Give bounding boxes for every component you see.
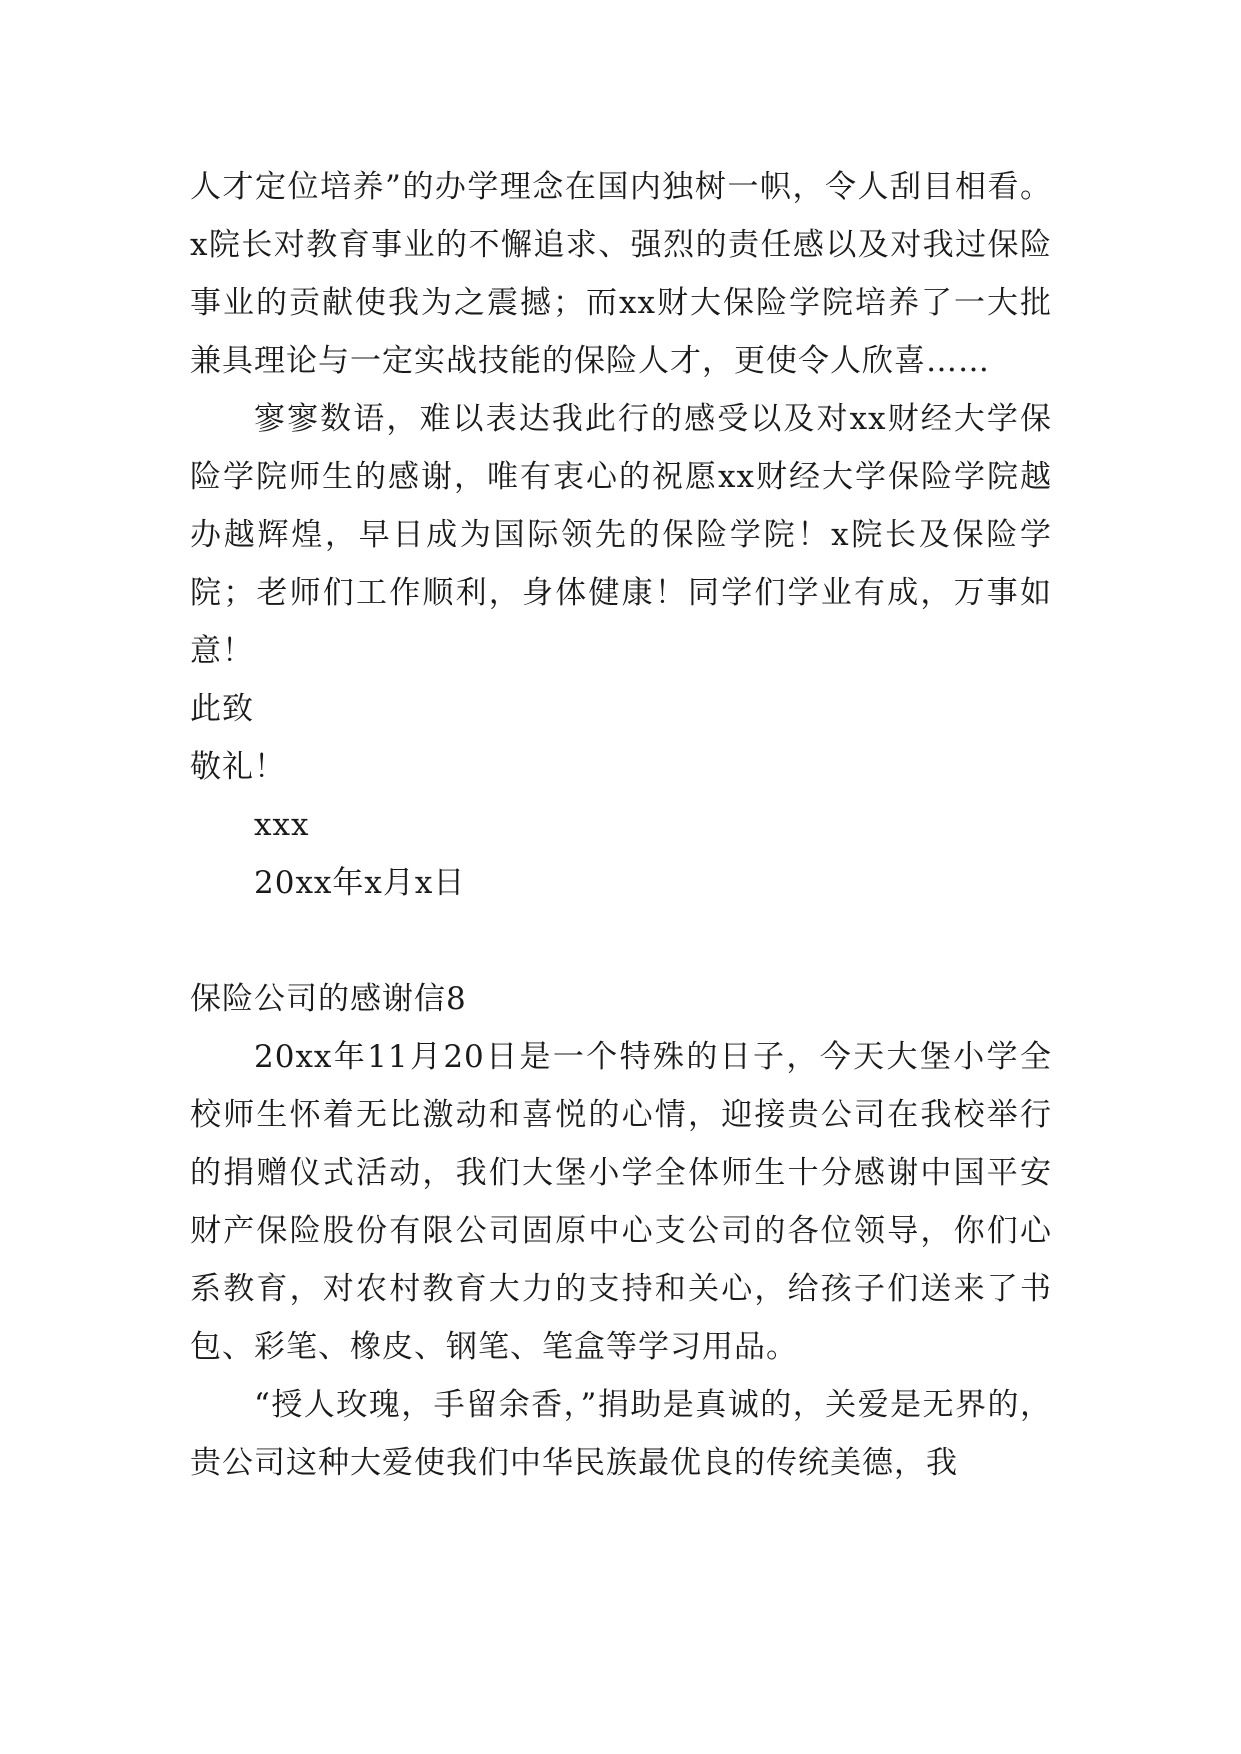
paragraph-1: 人才定位培养”的办学理念在国内独树一帜，令人刮目相看。x院长对教育事业的不懈追求、强烈的责任感以及对我过保险事业的贡献使我为之震撼；而xx财大保险学院培养了一大批兼具理论与一定实战技能的保险人才，更使令人欣喜…… (190, 169, 1052, 379)
section-gap (190, 912, 1052, 970)
paragraph-3: 20xx年11月20日是一个特殊的日子，今天大堡小学全校师生怀着无比激动和喜悦的心情，迎接贵公司在我校举行的捐赠仪式活动，我们大堡小学全体师生十分感谢中国平安财产保险股份有限公司固原中心支公司的各位领导，你们心系教育，对农村教育大力的支持和关心，给孩子们送来了书包、彩笔、橡皮、钢笔、笔盒等学习用品。 (190, 1039, 1052, 1365)
paragraph-2: 寥寥数语，难以表达我此行的感受以及对xx财经大学保险学院师生的感谢，唯有衷心的祝愿xx财经大学保险学院越办越辉煌，早日成为国际领先的保险学院！x院长及保险学院；老师们工作顺利，身体健康！同学们学业有成，万事如意！ (190, 401, 1052, 669)
section-title: 保险公司的感谢信8 (190, 981, 467, 1017)
letter-date: 20xx年x月x日 (254, 865, 466, 901)
paragraph-4: “授人玫瑰，手留余香，”捐助是真诚的，关爱是无界的，贵公司这种大爱使我们中华民族最优良的传统美德，我 (190, 1387, 1052, 1481)
closing-line-1: 此致 (190, 691, 254, 727)
closing-line-2: 敬礼！ (190, 749, 286, 785)
signer-name: xxx (254, 807, 310, 843)
document-body (190, 158, 1052, 1492)
